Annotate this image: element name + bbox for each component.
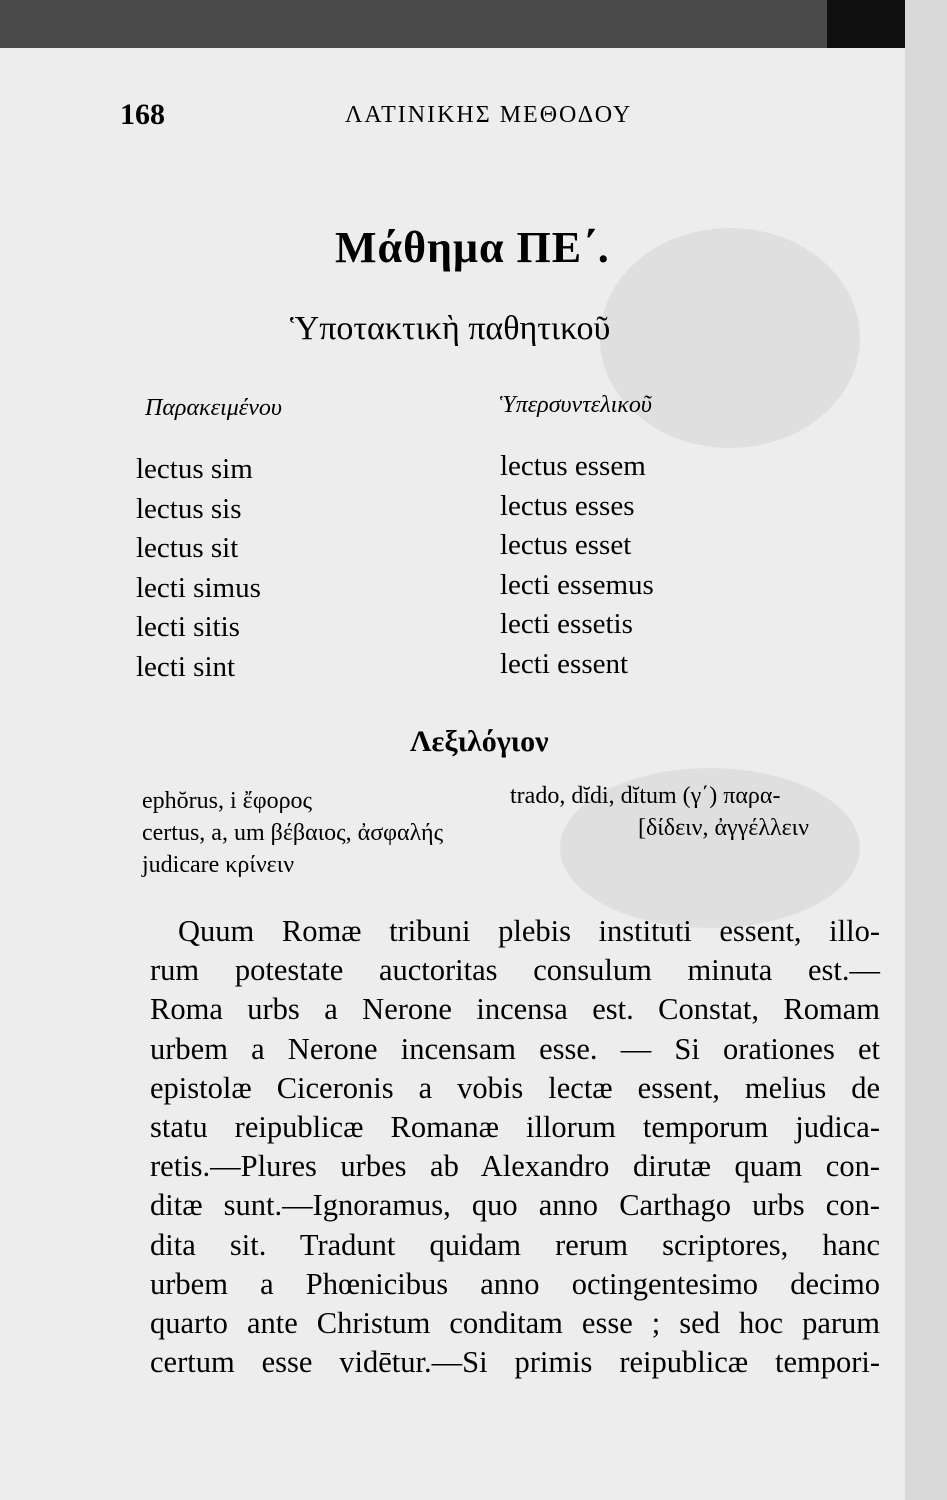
facing-page-edge: [905, 0, 947, 1500]
vocab-entry: ephŏrus, i ἔφορος: [142, 788, 313, 814]
vocab-entry: judicare κρίνειν: [142, 852, 295, 878]
passage-line: ditæ sunt.—Ignoramus, quo anno Carthago urbs con-: [150, 1188, 880, 1223]
lesson-title: Μάθημα ΠΕ΄.: [335, 223, 610, 272]
list-item: lectus esset: [500, 529, 632, 561]
list-item: lectus essem: [500, 450, 646, 482]
list-item: lecti essetis: [500, 608, 633, 640]
list-item: lectus sis: [136, 492, 242, 525]
passage-line: rum potestate auctoritas consulum minuta est.—: [150, 953, 880, 988]
vocab-entry-continuation: [δίδειν, ἀγγέλλειν: [638, 815, 809, 841]
list-item: lecti sint: [136, 650, 236, 683]
vocab-entry: trado, dĭdi, dĭtum (γ΄) παρα-: [510, 783, 781, 809]
vocab-entry: certus, a, um βέβαιος, ἀσφαλής: [142, 820, 444, 846]
exercise-passage: [150, 912, 880, 1382]
passage-line: Roma urbs a Nerone incensa est. Constat, Romam: [150, 992, 880, 1027]
passage-line: statu reipublicæ Romanæ illorum temporum judica-: [150, 1110, 880, 1145]
list-item: lectus sit: [136, 532, 239, 564]
scan-top-edge: [0, 0, 947, 48]
passage-line: certum esse vidētur.—Si primis reipublicæ tempori-: [150, 1345, 880, 1380]
vocabulary-right-list: [510, 780, 809, 844]
passage-line: retis.—Plures urbes ab Alexandro dirutæ quam con-: [150, 1149, 880, 1184]
list-item: lectus esses: [500, 489, 635, 522]
passage-line: Quum Romæ tribuni plebis instituti essent, illo-: [178, 914, 880, 948]
passage-line: dita sit. Tradunt quidam rerum scriptores, hanc: [150, 1227, 880, 1262]
column-heading-pluperfect: Ὑπερσυντελικοῦ: [500, 392, 652, 418]
passage-line: urbem a Phœnicibus anno octingentesimo decimo: [150, 1266, 880, 1301]
passage-line: epistolæ Ciceronis a vobis lectæ essent, melius de: [150, 1070, 880, 1105]
list-item: lecti essemus: [500, 568, 654, 601]
running-head: ΛΑΤΙΝΙΚΗΣ ΜΕΘΟΔΟΥ: [345, 102, 633, 128]
perfect-forms-list: [136, 450, 261, 687]
passage-line: quarto ante Christum conditam esse ; sed hoc parum: [150, 1306, 880, 1341]
column-heading-perfect: Παρακειμένου: [145, 395, 282, 421]
list-item: lecti sitis: [136, 611, 240, 643]
list-item: lecti simus: [136, 571, 261, 604]
list-item: lecti essent: [500, 647, 629, 680]
section-title: Ὑποτακτικὴ παθητικοῦ: [290, 310, 611, 347]
list-item: lectus sim: [136, 453, 253, 485]
passage-line: urbem a Nerone incensam esse. — Si orationes et: [150, 1031, 880, 1066]
pluperfect-forms-list: [500, 447, 654, 684]
vocabulary-left-list: [142, 785, 443, 881]
vocabulary-title: Λεξιλόγιον: [410, 725, 549, 758]
page-number: 168: [120, 98, 165, 131]
